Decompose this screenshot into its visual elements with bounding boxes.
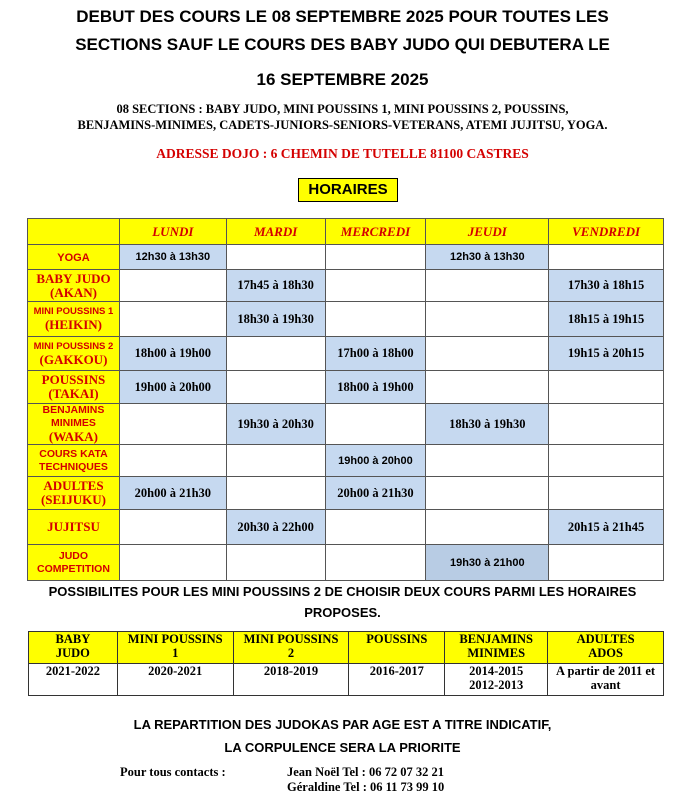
slot-cell: 17h30 à 18h15	[549, 270, 664, 302]
slot-cell	[226, 445, 325, 477]
table-row-cours-kata	[28, 445, 664, 477]
row-label-yoga	[28, 245, 120, 270]
row-label-mini-poussins-2	[28, 337, 120, 371]
row-label-judo-competition	[28, 545, 120, 581]
row-label-text-2: MINIMES	[51, 417, 96, 429]
slot-cell	[549, 545, 664, 581]
slot-cell: 20h15 à 21h45	[549, 510, 664, 545]
age-category-header: MINI POUSSINS 2	[233, 632, 349, 664]
row-label-text: BABY JUDO	[36, 270, 111, 286]
slot-cell: 18h00 à 19h00	[119, 337, 226, 371]
row-label-mini-poussins-1	[28, 302, 120, 337]
row-label-baby-judo	[28, 270, 120, 302]
day-header-mardi: MARDI	[226, 219, 325, 245]
age-category-header: ADULTES ADOS	[548, 632, 664, 664]
age-categories-table	[28, 631, 664, 696]
row-label-text: MINI POUSSINS 2	[33, 340, 114, 352]
note-line-2: PROPOSES.	[304, 605, 381, 620]
slot-cell	[426, 302, 549, 337]
age-category-header: POUSSINS	[349, 632, 445, 664]
slot-cell: 19h00 à 20h00	[325, 445, 426, 477]
slot-cell	[426, 445, 549, 477]
table-row-benjamins-minimes	[28, 404, 664, 445]
birth-years-cell: 2014-2015 2012-2013	[445, 664, 548, 696]
row-label-subtext: (AKAN)	[50, 284, 97, 300]
age-category-header: MINI POUSSINS 1	[117, 632, 233, 664]
row-label-text: BENJAMINS	[42, 404, 105, 416]
slot-cell: 20h00 à 21h30	[119, 477, 226, 510]
birth-years-cell: 2018-2019	[233, 664, 349, 696]
footer-line-1: LA REPARTITION DES JUDOKAS PAR AGE EST A TITRE INDICATIF,	[133, 717, 552, 732]
slot-cell	[549, 477, 664, 510]
slot-cell: 18h30 à 19h30	[226, 302, 325, 337]
slot-cell: 18h00 à 19h00	[325, 371, 426, 404]
table-row-poussins	[28, 371, 664, 404]
footer-line-2: LA CORPULENCE SERA LA PRIORITE	[224, 740, 461, 755]
table-row-jujitsu	[28, 510, 664, 545]
horaires-title: HORAIRES	[298, 178, 398, 202]
row-label-text-2: COMPETITION	[37, 562, 110, 575]
row-label-text-2: TECHNIQUES	[39, 460, 108, 473]
slot-cell	[119, 445, 226, 477]
day-header-vendredi: VENDREDI	[549, 219, 664, 245]
day-header-jeudi: JEUDI	[426, 219, 549, 245]
contact-geraldine: Géraldine Tel : 06 11 73 99 10	[287, 780, 445, 794]
slot-cell: 20h00 à 21h30	[325, 477, 426, 510]
slot-cell: 18h15 à 19h15	[549, 302, 664, 337]
table-row-mini-poussins-1	[28, 302, 664, 337]
corner-cell	[28, 219, 120, 245]
footer-note	[0, 713, 685, 759]
slot-cell	[325, 245, 426, 270]
slot-cell	[226, 545, 325, 581]
slot-cell	[119, 510, 226, 545]
sections-list	[0, 101, 685, 133]
slot-cell: 19h30 à 20h30	[226, 404, 325, 445]
slot-cell	[549, 245, 664, 270]
mini-poussins-2-note	[0, 581, 685, 623]
announcement-line-2: SECTIONS SAUF LE COURS DES BABY JUDO QUI DEBUTERA LE	[75, 35, 610, 54]
announcement-line-3: 16 SEPTEMBRE 2025	[256, 70, 429, 89]
row-label-text: JUJITSU	[47, 519, 100, 534]
row-label-subtext: (GAKKOU)	[39, 351, 108, 367]
slot-cell	[426, 371, 549, 404]
announcement-line-1: DEBUT DES COURS LE 08 SEPTEMBRE 2025 POUR TOUTES LES	[76, 7, 609, 26]
slot-cell	[119, 545, 226, 581]
row-label-cours-kata	[28, 445, 120, 477]
row-label-text: JUDO	[58, 549, 89, 562]
sections-line-2: BENJAMINS-MINIMES, CADETS-JUNIORS-SENIORS-VETERANS, ATEMI JUJITSU, YOGA.	[77, 118, 608, 132]
table-row-judo-competition	[28, 545, 664, 581]
row-label-subtext: (HEIKIN)	[44, 317, 102, 332]
day-header-lundi: LUNDI	[119, 219, 226, 245]
slot-cell: 19h30 à 21h00	[426, 545, 549, 581]
birth-years-cell: 2016-2017	[349, 664, 445, 696]
slot-cell	[226, 337, 325, 371]
row-label-text: MINI POUSSINS 1	[33, 306, 114, 317]
contacts-label: Pour tous contacts :	[120, 765, 226, 779]
note-line-1: POSSIBILITES POUR LES MINI POUSSINS 2 DE CHOISIR DEUX COURS PARMI LES HORAIRES	[48, 584, 637, 599]
birth-years-cell: A partir de 2011 et avant	[548, 664, 664, 696]
age-years-row	[29, 664, 664, 696]
age-header-row	[29, 632, 664, 664]
slot-cell	[549, 445, 664, 477]
row-label-poussins	[28, 371, 120, 404]
row-label-text: COURS KATA	[39, 447, 108, 460]
row-label-benjamins-minimes	[28, 404, 120, 445]
slot-cell: 17h00 à 18h00	[325, 337, 426, 371]
slot-cell	[325, 270, 426, 302]
slot-cell	[325, 404, 426, 445]
row-label-adultes	[28, 477, 120, 510]
slot-cell: 20h30 à 22h00	[226, 510, 325, 545]
contact-jean-noel: Jean Noël Tel : 06 72 07 32 21	[287, 765, 444, 779]
row-label-text: YOGA	[57, 251, 90, 264]
age-category-header: BENJAMINS MINIMES	[445, 632, 548, 664]
sections-line-1: 08 SECTIONS : BABY JUDO, MINI POUSSINS 1, MINI POUSSINS 2, POUSSINS,	[116, 102, 569, 116]
slot-cell	[426, 337, 549, 371]
slot-cell	[426, 510, 549, 545]
row-label-subtext: (SEIJUKU)	[40, 492, 106, 507]
slot-cell	[119, 302, 226, 337]
slot-cell	[549, 371, 664, 404]
slot-cell	[325, 510, 426, 545]
dojo-address: ADRESSE DOJO : 6 CHEMIN DE TUTELLE 81100 CASTRES	[156, 146, 529, 161]
slot-cell: 12h30 à 13h30	[426, 245, 549, 270]
slot-cell	[119, 270, 226, 302]
table-row-yoga	[28, 245, 664, 270]
slot-cell: 19h15 à 20h15	[549, 337, 664, 371]
slot-cell	[325, 545, 426, 581]
slot-cell	[426, 477, 549, 510]
birth-years-cell: 2021-2022	[29, 664, 118, 696]
table-row-baby-judo	[28, 270, 664, 302]
slot-cell	[226, 477, 325, 510]
schedule-table	[27, 218, 664, 581]
age-category-header: BABY JUDO	[29, 632, 118, 664]
slot-cell	[549, 404, 664, 445]
slot-cell: 12h30 à 13h30	[119, 245, 226, 270]
row-label-text: ADULTES	[43, 478, 104, 493]
slot-cell	[119, 404, 226, 445]
slot-cell	[226, 371, 325, 404]
birth-years-cell: 2020-2021	[117, 664, 233, 696]
row-label-subtext: (WAKA)	[48, 429, 99, 444]
slot-cell	[226, 245, 325, 270]
schedule-header-row	[28, 219, 664, 245]
day-header-mercredi: MERCREDI	[325, 219, 426, 245]
slot-cell	[426, 270, 549, 302]
slot-cell: 17h45 à 18h30	[226, 270, 325, 302]
row-label-subtext: (TAKAI)	[48, 386, 99, 401]
slot-cell: 18h30 à 19h30	[426, 404, 549, 445]
row-label-text: POUSSINS	[41, 372, 106, 387]
slot-cell: 19h00 à 20h00	[119, 371, 226, 404]
table-row-adultes	[28, 477, 664, 510]
row-label-jujitsu	[28, 510, 120, 545]
slot-cell	[325, 302, 426, 337]
table-row-mini-poussins-2	[28, 337, 664, 371]
